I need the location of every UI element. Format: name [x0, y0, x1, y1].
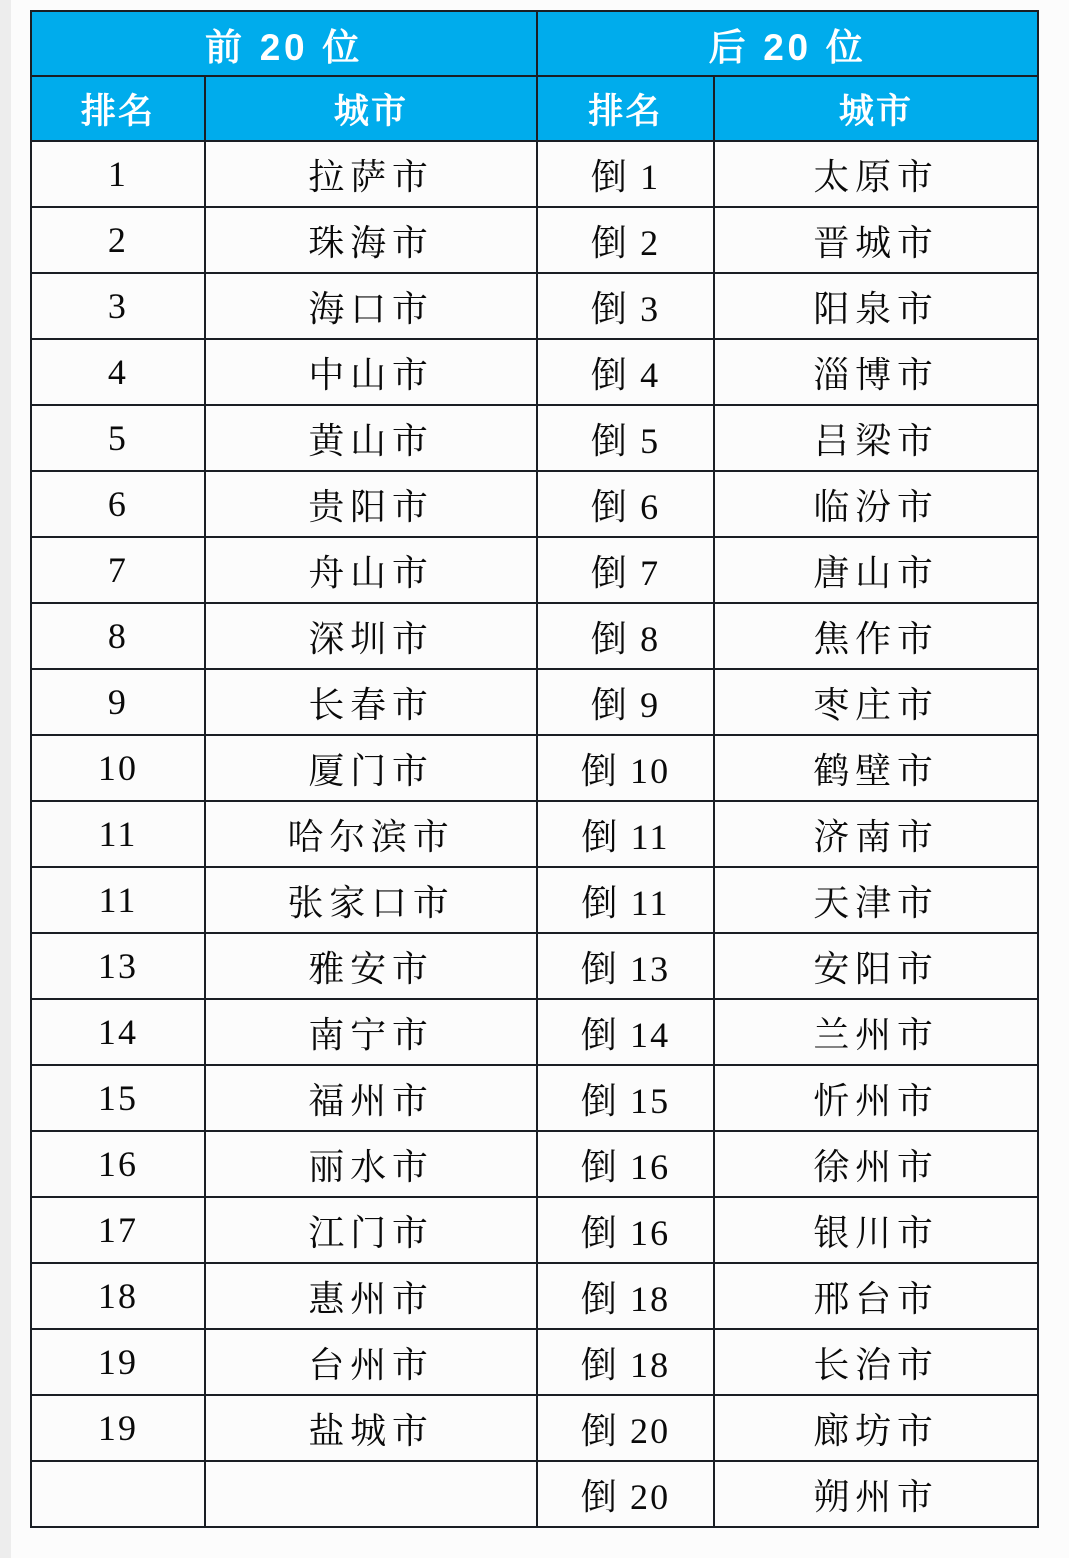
sub-header-row [31, 76, 1038, 141]
table-row [31, 801, 1038, 867]
table-row [31, 207, 1038, 273]
table-row [31, 999, 1038, 1065]
left-city-cell: 惠州市 [205, 1263, 537, 1329]
right-city-cell: 徐州市 [714, 1131, 1038, 1197]
table-row [31, 933, 1038, 999]
left-city-cell: 哈尔滨市 [205, 801, 537, 867]
left-city-cell: 江门市 [205, 1197, 537, 1263]
table-row [31, 405, 1038, 471]
left-city-cell: 厦门市 [205, 735, 537, 801]
right-rank-cell: 倒 15 [537, 1065, 714, 1131]
left-rank-cell: 8 [31, 603, 205, 669]
table-row [31, 1065, 1038, 1131]
right-rank-column-header: 排名 [537, 76, 714, 141]
right-rank-cell: 倒 6 [537, 471, 714, 537]
table-header [31, 11, 1038, 141]
right-rank-cell: 倒 10 [537, 735, 714, 801]
left-city-cell: 长春市 [205, 669, 537, 735]
right-city-cell: 临汾市 [714, 471, 1038, 537]
left-rank-cell: 7 [31, 537, 205, 603]
table-row [31, 1461, 1038, 1527]
right-city-cell: 吕梁市 [714, 405, 1038, 471]
left-rank-column-header: 排名 [31, 76, 205, 141]
left-city-cell: 台州市 [205, 1329, 537, 1395]
left-rank-cell: 4 [31, 339, 205, 405]
right-rank-cell: 倒 20 [537, 1395, 714, 1461]
right-city-cell: 廊坊市 [714, 1395, 1038, 1461]
right-city-cell: 枣庄市 [714, 669, 1038, 735]
left-rank-cell: 17 [31, 1197, 205, 1263]
right-city-cell: 邢台市 [714, 1263, 1038, 1329]
left-rank-cell: 1 [31, 141, 205, 207]
top20-group-header: 前 20 位 [31, 11, 537, 76]
left-city-cell: 深圳市 [205, 603, 537, 669]
right-rank-cell: 倒 14 [537, 999, 714, 1065]
right-city-cell: 晋城市 [714, 207, 1038, 273]
right-city-cell: 唐山市 [714, 537, 1038, 603]
table-row [31, 669, 1038, 735]
right-rank-cell: 倒 9 [537, 669, 714, 735]
right-city-cell: 淄博市 [714, 339, 1038, 405]
left-rank-cell: 6 [31, 471, 205, 537]
left-rank-cell: 13 [31, 933, 205, 999]
left-city-cell: 福州市 [205, 1065, 537, 1131]
right-rank-cell: 倒 5 [537, 405, 714, 471]
left-city-cell: 贵阳市 [205, 471, 537, 537]
left-rank-cell: 14 [31, 999, 205, 1065]
right-rank-cell: 倒 16 [537, 1131, 714, 1197]
left-rank-cell: 3 [31, 273, 205, 339]
left-rank-cell: 9 [31, 669, 205, 735]
right-rank-cell: 倒 3 [537, 273, 714, 339]
right-rank-cell: 倒 1 [537, 141, 714, 207]
table-row [31, 471, 1038, 537]
left-city-cell: 盐城市 [205, 1395, 537, 1461]
table-row [31, 273, 1038, 339]
left-city-cell [205, 1461, 537, 1527]
table-row [31, 537, 1038, 603]
right-city-cell: 天津市 [714, 867, 1038, 933]
table-body [31, 141, 1038, 1527]
left-rank-cell: 10 [31, 735, 205, 801]
table-row [31, 141, 1038, 207]
table-row [31, 339, 1038, 405]
table-row [31, 735, 1038, 801]
left-rank-cell: 16 [31, 1131, 205, 1197]
right-city-cell: 济南市 [714, 801, 1038, 867]
right-rank-cell: 倒 18 [537, 1329, 714, 1395]
left-rank-cell: 11 [31, 801, 205, 867]
left-rank-cell: 11 [31, 867, 205, 933]
left-city-cell: 海口市 [205, 273, 537, 339]
right-rank-cell: 倒 7 [537, 537, 714, 603]
table-row [31, 603, 1038, 669]
left-rank-cell: 19 [31, 1395, 205, 1461]
right-city-cell: 长治市 [714, 1329, 1038, 1395]
right-city-cell: 焦作市 [714, 603, 1038, 669]
right-city-cell: 鹤壁市 [714, 735, 1038, 801]
table-row [31, 1329, 1038, 1395]
left-city-cell: 雅安市 [205, 933, 537, 999]
right-rank-cell: 倒 18 [537, 1263, 714, 1329]
left-rank-cell: 15 [31, 1065, 205, 1131]
left-rank-cell: 19 [31, 1329, 205, 1395]
left-rank-cell: 5 [31, 405, 205, 471]
right-rank-cell: 倒 4 [537, 339, 714, 405]
right-city-cell: 阳泉市 [714, 273, 1038, 339]
right-rank-cell: 倒 8 [537, 603, 714, 669]
right-city-cell: 朔州市 [714, 1461, 1038, 1527]
left-rank-cell: 2 [31, 207, 205, 273]
right-city-cell: 银川市 [714, 1197, 1038, 1263]
left-city-cell: 珠海市 [205, 207, 537, 273]
bottom20-group-header: 后 20 位 [537, 11, 1038, 76]
left-city-cell: 中山市 [205, 339, 537, 405]
table-row [31, 1131, 1038, 1197]
left-rank-cell [31, 1461, 205, 1527]
left-rank-cell: 18 [31, 1263, 205, 1329]
right-rank-cell: 倒 16 [537, 1197, 714, 1263]
right-city-cell: 兰州市 [714, 999, 1038, 1065]
right-rank-cell: 倒 2 [537, 207, 714, 273]
rankings-table [30, 10, 1039, 1528]
left-city-cell: 南宁市 [205, 999, 537, 1065]
right-rank-cell: 倒 11 [537, 801, 714, 867]
right-rank-cell: 倒 20 [537, 1461, 714, 1527]
left-city-cell: 拉萨市 [205, 141, 537, 207]
table-row [31, 867, 1038, 933]
group-header-row [31, 11, 1038, 76]
left-city-column-header: 城市 [205, 76, 537, 141]
right-rank-cell: 倒 13 [537, 933, 714, 999]
table-row [31, 1395, 1038, 1461]
right-city-cell: 忻州市 [714, 1065, 1038, 1131]
right-city-cell: 太原市 [714, 141, 1038, 207]
table-row [31, 1263, 1038, 1329]
right-rank-cell: 倒 11 [537, 867, 714, 933]
right-city-cell: 安阳市 [714, 933, 1038, 999]
right-city-column-header: 城市 [714, 76, 1038, 141]
left-city-cell: 张家口市 [205, 867, 537, 933]
page-edge-shadow [0, 0, 11, 1558]
left-city-cell: 黄山市 [205, 405, 537, 471]
left-city-cell: 舟山市 [205, 537, 537, 603]
table-row [31, 1197, 1038, 1263]
left-city-cell: 丽水市 [205, 1131, 537, 1197]
